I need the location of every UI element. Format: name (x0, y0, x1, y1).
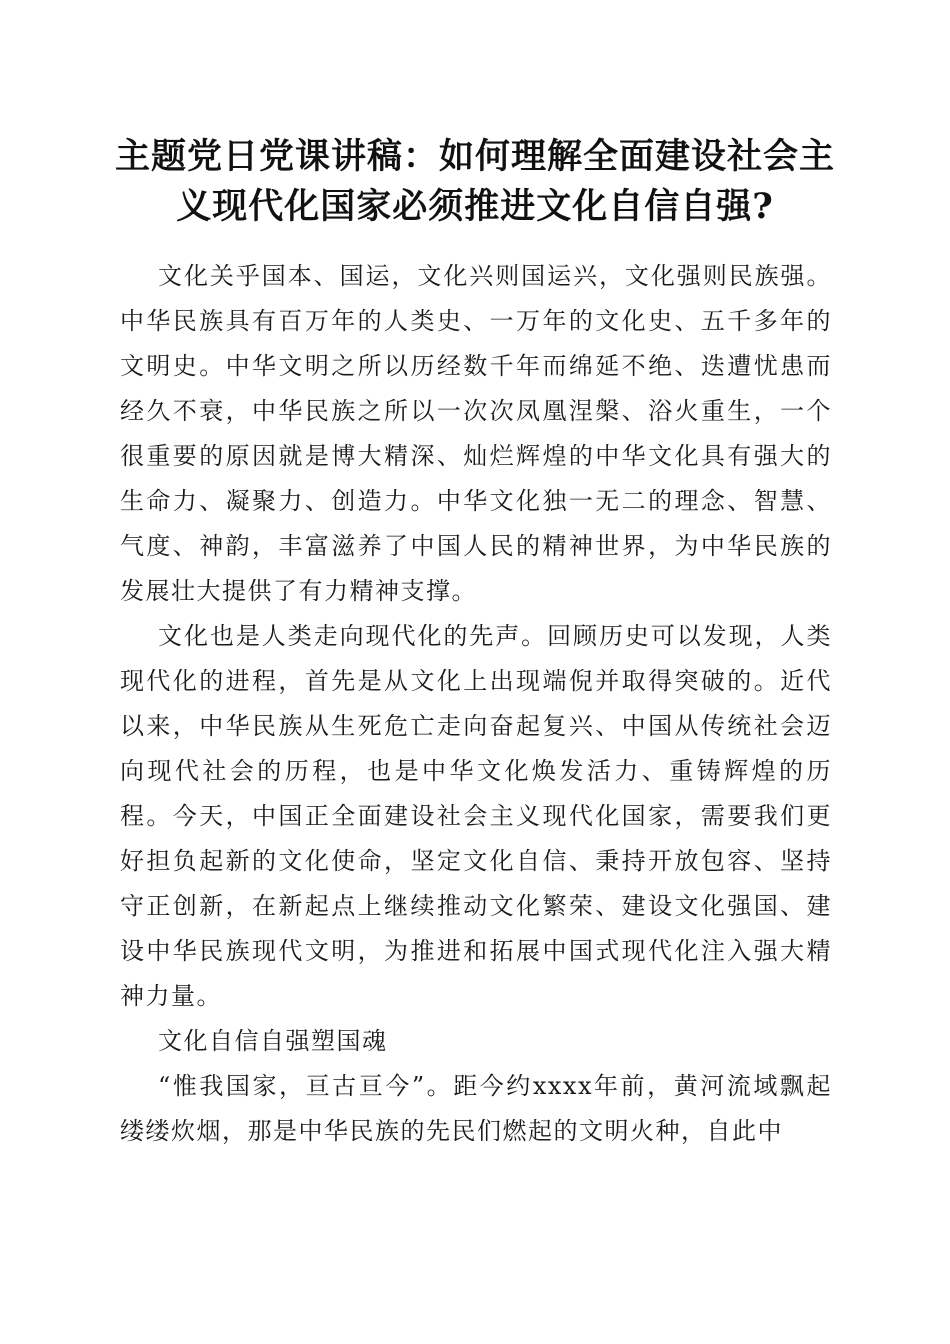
document-title (100, 132, 850, 232)
title-line-1: 主题党日党课讲稿：如何理解全面建设社会主 (114, 136, 835, 177)
paragraph-3: “惟我国家，亘古亘今”。距今约xxxx年前，黄河流域飘起缕缕炊烟，那是中华民族的先民们燃起的文明火种，自此中 (120, 1072, 832, 1145)
document-body (120, 254, 832, 1154)
paragraph-2: 文化也是人类走向现代化的先声。回顾历史可以发现，人类现代化的进程，首先是从文化上出现端倪并取得突破的。近代以来，中华民族从生死危亡走向奋起复兴、中国从传统社会迈向现代社会的历程，也是中华文化焕发活力、重铸辉煌的历程。今天，中国正全面建设社会主义现代化国家，需要我们更好担负起新的文化使命，坚定文化自信、秉持开放包容、坚持守正创新，在新起点上继续推动文化繁荣、建设文化强国、建设中华民族现代文明，为推进和拓展中国式现代化注入强大精神力量。 (120, 622, 832, 1010)
title-line-2: 义现代化国家必须推进文化自信自强? (176, 186, 774, 227)
section-heading: 文化自信自强塑国魂 (158, 1027, 388, 1055)
paragraph-1: 文化关乎国本、国运，文化兴则国运兴，文化强则民族强。中华民族具有百万年的人类史、一万年的文化史、五千多年的文明史。中华文明之所以历经数千年而绵延不绝、迭遭忧患而经久不衰，中华民族之所以一次次凤凰涅槃、浴火重生，一个很重要的原因就是博大精深、灿烂辉煌的中华文化具有强大的生命力、凝聚力、创造力。中华文化独一无二的理念、智慧、气度、神韵，丰富滋养了中国人民的精神世界，为中华民族的发展壮大提供了有力精神支撑。 (120, 262, 832, 605)
